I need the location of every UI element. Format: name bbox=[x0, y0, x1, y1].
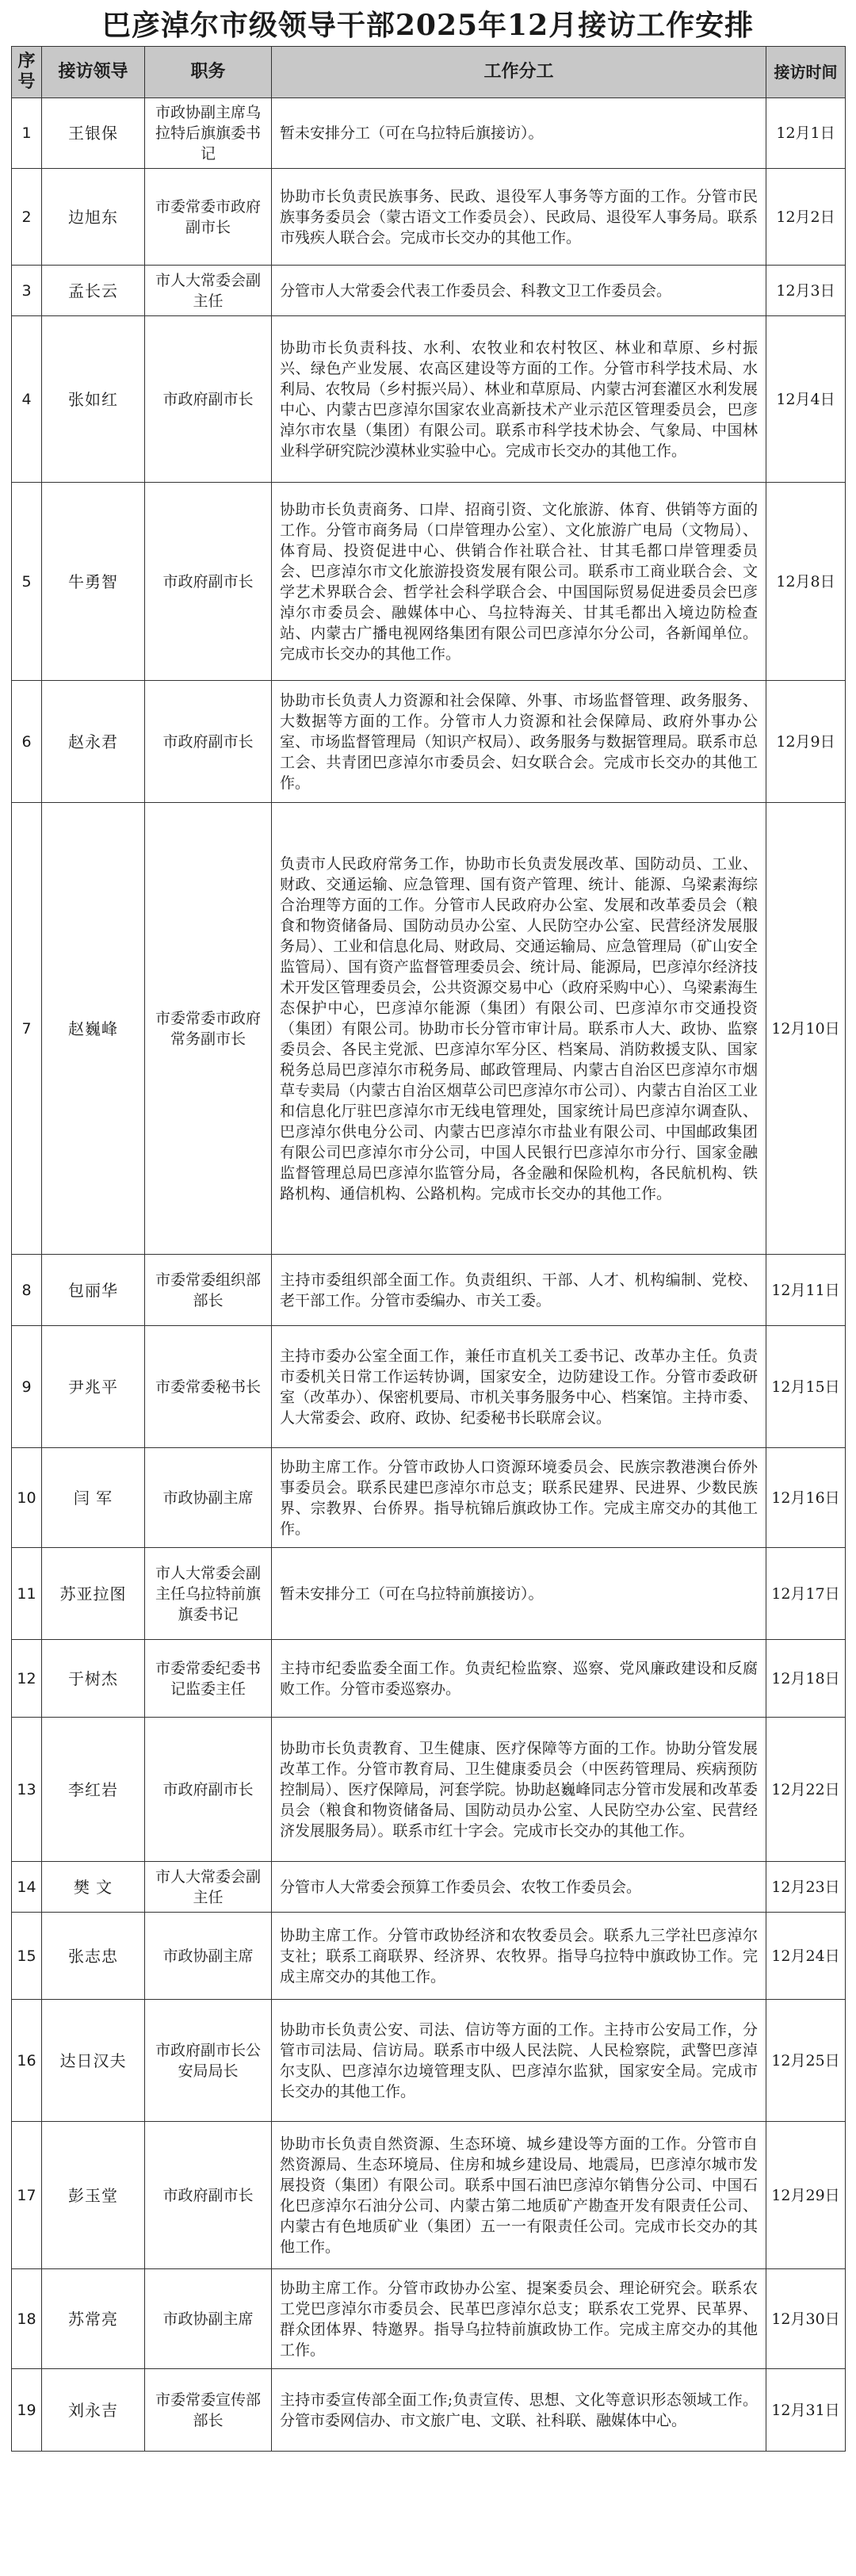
duty-description: 协助市长负责自然资源、生态环境、城乡建设等方面的工作。分管市自然资源局、生态环境局、住房和城乡建设局、地震局，巴彦淖尔城市发展投资（集团）有限公司。联系中国石油巴彦淖尔销售分公司、中国石化巴彦淖尔石油分公司、内蒙古第二地质矿产勘查开发有限责任公司、内蒙古有色地质矿业（集团）五一一有限责任公司。完成市长交办的其他工作。 bbox=[272, 2122, 766, 2269]
visit-date: 12月29日 bbox=[766, 2122, 846, 2269]
leader-name: 苏常亮 bbox=[42, 2269, 145, 2369]
row-number: 17 bbox=[12, 2122, 42, 2269]
visit-date: 12月4日 bbox=[766, 316, 846, 483]
visit-date: 12月23日 bbox=[766, 1862, 846, 1913]
title-prefix: 巴彦淖尔 bbox=[101, 8, 220, 42]
leader-position: 市政府副市长 bbox=[145, 681, 272, 803]
header-no: 序号 bbox=[12, 47, 42, 98]
visit-date: 12月18日 bbox=[766, 1640, 846, 1718]
visit-date: 12月25日 bbox=[766, 2000, 846, 2122]
table-row bbox=[12, 1326, 846, 1448]
row-number: 6 bbox=[12, 681, 42, 803]
visit-date: 12月2日 bbox=[766, 169, 846, 266]
leader-name: 李红岩 bbox=[42, 1718, 145, 1862]
leader-name: 苏亚拉图 bbox=[42, 1548, 145, 1640]
table-row bbox=[12, 1913, 846, 2000]
leader-position: 市政府副市长 bbox=[145, 1718, 272, 1862]
duty-description: 协助主席工作。分管市政协人口资源环境委员会、民族宗教港澳台侨外事委员会。联系民建巴彦淖尔市总支；联系民建界、民进界、少数民族界、宗教界、台侨界。指导杭锦后旗政协工作。完成主席交办的其他工作。 bbox=[272, 1448, 766, 1548]
duty-description: 协助主席工作。分管市政协办公室、提案委员会、理论研究会。联系农工党巴彦淖尔市委员会、民革巴彦淖尔总支；联系农工党界、民革界、群众团体界、特邀界。指导乌拉特前旗政协工作。完成主席交办的其他工作。 bbox=[272, 2269, 766, 2369]
visit-date: 12月10日 bbox=[766, 803, 846, 1255]
table-row bbox=[12, 1448, 846, 1548]
schedule-table bbox=[11, 46, 846, 2452]
duty-description: 协助主席工作。分管市政协经济和农牧委员会。联系九三学社巴彦淖尔支社；联系工商联界、经济界、农牧界。指导乌拉特中旗政协工作。完成主席交办的其他工作。 bbox=[272, 1913, 766, 2000]
row-number: 1 bbox=[12, 98, 42, 169]
leader-name: 樊 文 bbox=[42, 1862, 145, 1913]
leader-position: 市政府副市长公安局局长 bbox=[145, 2000, 272, 2122]
row-number: 3 bbox=[12, 266, 42, 316]
leader-position: 市人大常委会副主任 bbox=[145, 1862, 272, 1913]
table-row bbox=[12, 316, 846, 483]
row-number: 12 bbox=[12, 1640, 42, 1718]
row-number: 2 bbox=[12, 169, 42, 266]
leader-name: 孟长云 bbox=[42, 266, 145, 316]
leader-position: 市人大常委会副主任乌拉特前旗旗委书记 bbox=[145, 1548, 272, 1640]
visit-date: 12月22日 bbox=[766, 1718, 846, 1862]
visit-date: 12月1日 bbox=[766, 98, 846, 169]
visit-date: 12月11日 bbox=[766, 1255, 846, 1326]
table-row bbox=[12, 681, 846, 803]
duty-description: 协助市长负责教育、卫生健康、医疗保障等方面的工作。协助分管发展改革工作。分管市教育局、卫生健康委员会（中医药管理局、疾病预防控制局）、医疗保障局，河套学院。协助赵巍峰同志分管市发展和改革委员会（粮食和物资储备局、国防动员办公室、人民防空办公室、民营经济发展服务局）。联系市红十字会。完成市长交办的其他工作。 bbox=[272, 1718, 766, 1862]
table-row bbox=[12, 1862, 846, 1913]
duty-description: 暂未安排分工（可在乌拉特后旗接访）。 bbox=[272, 98, 766, 169]
visit-date: 12月3日 bbox=[766, 266, 846, 316]
visit-date: 12月31日 bbox=[766, 2369, 846, 2452]
table-row bbox=[12, 2269, 846, 2369]
leader-position: 市政府副市长 bbox=[145, 2122, 272, 2269]
visit-date: 12月17日 bbox=[766, 1548, 846, 1640]
leader-name: 于树杰 bbox=[42, 1640, 145, 1718]
row-number: 15 bbox=[12, 1913, 42, 2000]
visit-date: 12月30日 bbox=[766, 2269, 846, 2369]
table-row bbox=[12, 98, 846, 169]
duty-description: 协助市长负责商务、口岸、招商引资、文化旅游、体育、供销等方面的工作。分管市商务局（口岸管理办公室）、文化旅游广电局（文物局）、体育局、投资促进中心、供销合作社联合社、甘其毛都口岸管理委员会、巴彦淖尔市文化旅游投资发展有限公司。联系市工商业联合会、文学艺术界联合会、哲学社会科学联合会、中国国际贸易促进委员会巴彦淖尔市委员会、融媒体中心、乌拉特海关、甘其毛都出入境边防检查站、内蒙古广播电视网络集团有限公司巴彦淖尔分公司，各新闻单位。完成市长交办的其他工作。 bbox=[272, 483, 766, 681]
table-row bbox=[12, 803, 846, 1255]
leader-name: 牛勇智 bbox=[42, 483, 145, 681]
duty-description: 协助市长负责公安、司法、信访等方面的工作。主持市公安局工作，分管市司法局、信访局。联系市中级人民法院、人民检察院，武警巴彦淖尔支队、巴彦淖尔边境管理支队、巴彦淖尔监狱，国家安全局。完成市长交办的其他工作。 bbox=[272, 2000, 766, 2122]
table-row bbox=[12, 2369, 846, 2452]
row-number: 8 bbox=[12, 1255, 42, 1326]
duty-description: 主持市委宣传部全面工作;负责宣传、思想、文化等意识形态领域工作。分管市委网信办、市文旅广电、文联、社科联、融媒体中心。 bbox=[272, 2369, 766, 2452]
duty-description: 主持市纪委监委全面工作。负责纪检监察、巡察、党风廉政建设和反腐败工作。分管市委巡察办。 bbox=[272, 1640, 766, 1718]
leader-name: 尹兆平 bbox=[42, 1326, 145, 1448]
visit-date: 12月15日 bbox=[766, 1326, 846, 1448]
table-row bbox=[12, 2122, 846, 2269]
leader-name: 边旭东 bbox=[42, 169, 145, 266]
table-body bbox=[12, 98, 846, 2452]
title-bold: 市级 bbox=[219, 8, 278, 42]
leader-position: 市政协副主席乌拉特后旗旗委书记 bbox=[145, 98, 272, 169]
leader-name: 赵永君 bbox=[42, 681, 145, 803]
table-row bbox=[12, 169, 846, 266]
table-row bbox=[12, 2000, 846, 2122]
duty-description: 协助市长负责科技、水利、农牧业和农村牧区、林业和草原、乡村振兴、绿色产业发展、农高区建设等方面的工作。分管市科学技术局、水利局、农牧局（乡村振兴局）、林业和草原局、内蒙古河套灌区水利发展中心、内蒙古巴彦淖尔国家农业高新技术产业示范区管理委员会，巴彦淖尔市农垦（集团）有限公司。联系市科学技术协会、气象局、中国林业科学研究院沙漠林业实验中心。完成市长交办的其他工作。 bbox=[272, 316, 766, 483]
leader-name: 张如红 bbox=[42, 316, 145, 483]
leader-name: 王银保 bbox=[42, 98, 145, 169]
leader-position: 市政协副主席 bbox=[145, 2269, 272, 2369]
header-position: 职务 bbox=[145, 47, 272, 98]
row-number: 18 bbox=[12, 2269, 42, 2369]
leader-name: 张志忠 bbox=[42, 1913, 145, 2000]
title-suffix: 领导干部2025年12月接访工作安排 bbox=[277, 8, 755, 42]
leader-name: 达日汉夫 bbox=[42, 2000, 145, 2122]
duty-description: 主持市委办公室全面工作，兼任市直机关工委书记、改革办主任。负责市委机关日常工作运转协调，国家安全，边防建设工作。分管市委政研室（改革办）、保密机要局、市机关事务服务中心、档案馆。主持市委、人大常委会、政府、政协、纪委秘书长联席会议。 bbox=[272, 1326, 766, 1448]
leader-position: 市政协副主席 bbox=[145, 1913, 272, 2000]
row-number: 11 bbox=[12, 1548, 42, 1640]
row-number: 7 bbox=[12, 803, 42, 1255]
duty-description: 暂未安排分工（可在乌拉特前旗接访）。 bbox=[272, 1548, 766, 1640]
table-row bbox=[12, 1718, 846, 1862]
leader-name: 闫 军 bbox=[42, 1448, 145, 1548]
leader-position: 市政府副市长 bbox=[145, 483, 272, 681]
visit-date: 12月16日 bbox=[766, 1448, 846, 1548]
duty-description: 分管市人大常委会代表工作委员会、科教文卫工作委员会。 bbox=[272, 266, 766, 316]
visit-date: 12月24日 bbox=[766, 1913, 846, 2000]
table-row bbox=[12, 1640, 846, 1718]
leader-position: 市政府副市长 bbox=[145, 316, 272, 483]
duty-description: 主持市委组织部全面工作。负责组织、干部、人才、机构编制、党校、老干部工作。分管市委编办、市关工委。 bbox=[272, 1255, 766, 1326]
row-number: 10 bbox=[12, 1448, 42, 1548]
table-row bbox=[12, 1548, 846, 1640]
header-row bbox=[12, 47, 846, 98]
duty-description: 分管市人大常委会预算工作委员会、农牧工作委员会。 bbox=[272, 1862, 766, 1913]
row-number: 16 bbox=[12, 2000, 42, 2122]
leader-name: 彭玉堂 bbox=[42, 2122, 145, 2269]
leader-position: 市委常委市政府常务副市长 bbox=[145, 803, 272, 1255]
leader-name: 赵巍峰 bbox=[42, 803, 145, 1255]
leader-name: 刘永吉 bbox=[42, 2369, 145, 2452]
duty-description: 协助市长负责民族事务、民政、退役军人事务等方面的工作。分管市民族事务委员会（蒙古语文工作委员会）、民政局、退役军人事务局。联系市残疾人联合会。完成市长交办的其他工作。 bbox=[272, 169, 766, 266]
row-number: 5 bbox=[12, 483, 42, 681]
leader-position: 市委常委秘书长 bbox=[145, 1326, 272, 1448]
leader-position: 市人大常委会副主任 bbox=[145, 266, 272, 316]
visit-date: 12月8日 bbox=[766, 483, 846, 681]
header-duty: 工作分工 bbox=[272, 47, 766, 98]
visit-date: 12月9日 bbox=[766, 681, 846, 803]
leader-position: 市委常委市政府副市长 bbox=[145, 169, 272, 266]
row-number: 19 bbox=[12, 2369, 42, 2452]
row-number: 9 bbox=[12, 1326, 42, 1448]
table-row bbox=[12, 1255, 846, 1326]
table-row bbox=[12, 483, 846, 681]
duty-description: 负责市人民政府常务工作，协助市长负责发展改革、国防动员、工业、财政、交通运输、应急管理、国有资产管理、统计、能源、乌梁素海综合治理等方面的工作。分管市人民政府办公室、发展和改革委员会（粮食和物资储备局、国防动员办公室、人民防空办公室、民营经济发展服务局）、工业和信息化局、财政局、交通运输局、应急管理局（矿山安全监管局）、国有资产监督管理委员会、统计局、能源局，巴彦淖尔经济技术开发区管理委员会，公共资源交易中心（政府采购中心）、乌梁素海生态保护中心，巴彦淖尔能源（集团）有限公司、巴彦淖尔市交通投资（集团）有限公司。协助市长分管市审计局。联系市人大、政协、监察委员会、各民主党派、巴彦淖尔军分区、档案局、消防救援支队、国家税务总局巴彦淖尔市税务局、邮政管理局、内蒙古自治区巴彦淖尔市烟草专卖局（内蒙古自治区烟草公司巴彦淖尔市公司）、内蒙古自治区工业和信息化厅驻巴彦淖尔市无线电管理处，国家统计局巴彦淖尔调查队、巴彦淖尔供电分公司、内蒙古巴彦淖尔市盐业有限公司、中国邮政集团有限公司巴彦淖尔市分公司，中国人民银行巴彦淖尔市分行、国家金融监督管理总局巴彦淖尔监管分局，各金融和保险机构，各民航机构、铁路机构、通信机构、公路机构。完成市长交办的其他工作。 bbox=[272, 803, 766, 1255]
duty-description: 协助市长负责人力资源和社会保障、外事、市场监督管理、政务服务、大数据等方面的工作。分管市人力资源和社会保障局、政府外事办公室、市场监督管理局（知识产权局）、政务服务与数据管理局。联系市总工会、共青团巴彦淖尔市委员会、妇女联合会。完成市长交办的其他工作。 bbox=[272, 681, 766, 803]
table-row bbox=[12, 266, 846, 316]
header-leader: 接访领导 bbox=[42, 47, 145, 98]
document-title bbox=[0, 0, 856, 46]
row-number: 14 bbox=[12, 1862, 42, 1913]
leader-position: 市政协副主席 bbox=[145, 1448, 272, 1548]
row-number: 4 bbox=[12, 316, 42, 483]
leader-position: 市委常委纪委书记监委主任 bbox=[145, 1640, 272, 1718]
row-number: 13 bbox=[12, 1718, 42, 1862]
leader-position: 市委常委宣传部部长 bbox=[145, 2369, 272, 2452]
header-time: 接访时间 bbox=[766, 47, 846, 98]
leader-position: 市委常委组织部部长 bbox=[145, 1255, 272, 1326]
leader-name: 包丽华 bbox=[42, 1255, 145, 1326]
